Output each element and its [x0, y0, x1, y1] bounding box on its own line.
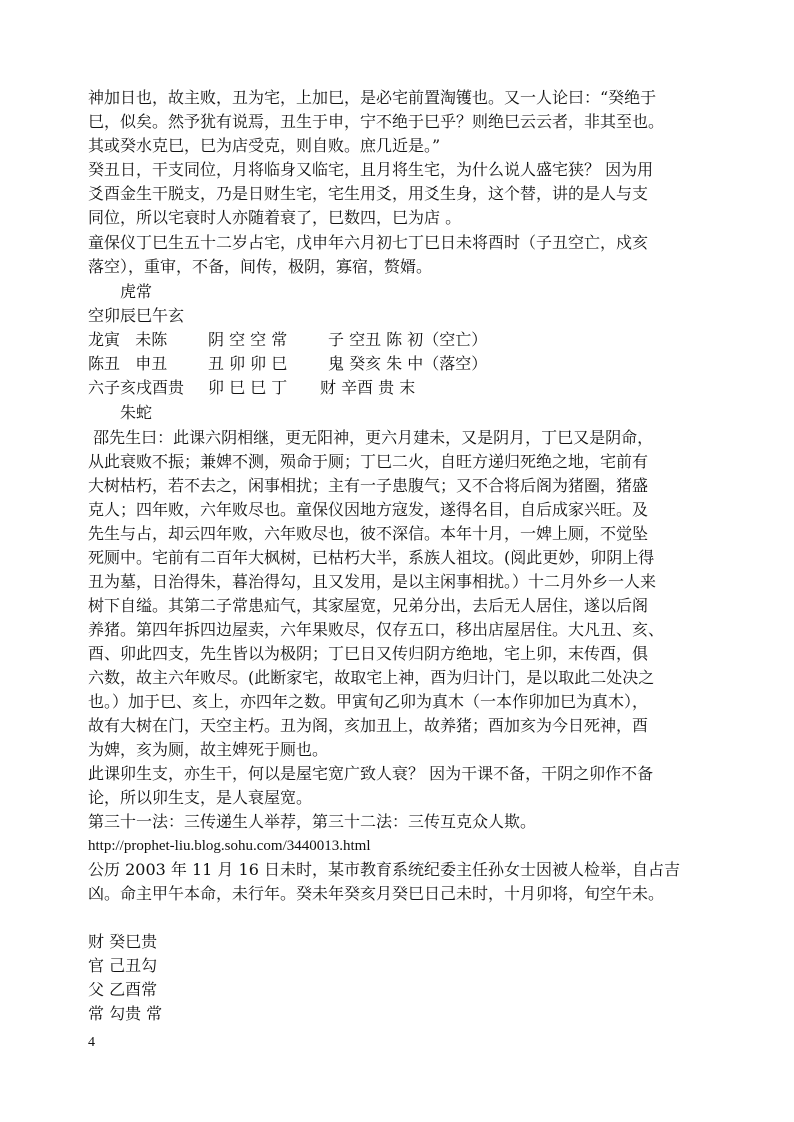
text-line: 为婢，亥为厕，故主婢死于厕也。	[88, 740, 329, 759]
chart-row-chuan: 子 空丑 陈 初（空亡）	[328, 330, 488, 349]
chart-row-chuan: 鬼 癸亥 朱 中（落空）	[328, 354, 488, 373]
text-line: 树下自缢。其第二子常患疝气，其家屋宽，兄弟分出，去后无人居住，遂以后阁	[88, 596, 649, 615]
text-line: 六数，故主六年败尽。(此断家宅，故取宅上神，酉为归计门，是以取此二处决之	[88, 668, 655, 687]
text-line: 其或癸水克巳，巳为店受克，则自败。庶几近是。”	[88, 136, 441, 155]
text-line: 也。）加于巳、亥上，亦四年之数。甲寅旬乙卯为真木（一本作卯加巳为真木），	[88, 692, 649, 711]
chart-row-ke: 阴 空 空 常	[208, 330, 288, 349]
chart-line: 财 癸巳贵	[88, 932, 158, 951]
chart-top-label: 虎常	[120, 282, 153, 301]
text-line: 酉、卯此四支，先生皆以为极阴；丁巳日又传归阴方绝地，宅上卯，末传酉，俱	[88, 644, 649, 663]
text-line: 巳，似矣。然予犹有说焉，丑生于申，宁不绝于巳乎？则绝巳云云者，非其至也。	[88, 112, 665, 131]
page-number: 4	[88, 1035, 95, 1050]
text-line: 故有大树在门，天空主朽。丑为阁，亥加丑上，故养猪；酉加亥为今日死神，酉	[88, 716, 649, 735]
text-line: 同位，所以宅衰时人亦随着衰了，巳数四，巳为店 。	[88, 208, 462, 227]
text-line: 凶。命主甲午本命，未行年。癸未年癸亥月癸巳日己未时，十月卯将，旬空午未。	[88, 884, 665, 903]
source-url: http://prophet-liu.blog.sohu.com/3440013.html	[88, 838, 371, 854]
text-line: 从此衰败不振；兼婢不测，殒命于厕；丁巳二火，自旺方递归死绝之地，宅前有	[88, 452, 649, 471]
chart-bottom-label: 朱蛇	[120, 403, 153, 422]
section-heading: 第三十一法：三传递生人举荐，第三十二法：三传互克众人欺。	[88, 812, 537, 831]
text-line: 死厕中。宅前有二百年大枫树，已枯朽大半，系族人祖坟。(阅此更妙，卯阴上得	[88, 548, 655, 567]
text-line: 公历 2003 年 11 月 16 日未时，某市教育系统纪委主任孙女士因被人检举，自占吉	[88, 860, 680, 879]
text-line: 落空），重审，不备，间传，极阴，寡宿，赘婿。	[88, 257, 433, 276]
text-line: 大树枯朽，若不去之，闲事相扰；主有一子患腹气；又不合将后阁为猪圈，猪盛	[88, 476, 649, 495]
text-line: 癸丑日，干支同位，月将临身又临宅，且月将生宅，为什么说人盛宅狭？ 因为用	[88, 160, 654, 179]
chart-row-chuan: 财 辛酉 贵 末	[320, 378, 416, 397]
text-line: 论，所以卯生支，是人衰屋宽。	[88, 788, 313, 807]
chart-row-left: 六子亥戌酉贵	[88, 378, 185, 397]
chart-row-left: 龙寅 未陈	[88, 330, 168, 349]
text-line: 邵先生曰：此课六阴相继，更无阳神，更六月建未，又是阴月，丁巳又是阴命，	[88, 428, 654, 447]
chart-tian-pan: 空卯辰巳午玄	[88, 306, 185, 325]
chart-line: 官 己丑勾	[88, 956, 158, 975]
chart-row-ke: 丑 卯 卯 巳	[208, 354, 288, 373]
text-line: 丑为墓，日治得朱，暮治得勾，且又发用，是以主闲事相扰。）十二月外乡一人来	[88, 572, 657, 591]
chart-line: 常 勾贵 常	[88, 1004, 163, 1023]
chart-row-ke: 卯 巳 巳 丁	[208, 378, 288, 397]
text-line: 先生与占，却云四年败，六年败尽也，彼不深信。本年十月，一婢上厕，不觉坠	[88, 524, 649, 543]
text-line: 克人；四年败，六年败尽也。童保仪因地方寇发，遂得名目，自后成家兴旺。及	[88, 500, 649, 519]
chart-row-left: 陈丑 申丑	[88, 354, 168, 373]
text-line: 神加日也，故主败，丑为宅，上加巳，是必宅前置淘镬也。又一人论曰：“癸绝于	[88, 88, 657, 107]
text-line: 此课卯生支，亦生干，何以是屋宅宽广致人衰？ 因为干课不备，干阴之卯作不备	[88, 764, 654, 783]
text-line: 爻酉金生干脱支，乃是日财生宅，宅生用爻，用爻生身，这个替，讲的是人与支	[88, 184, 649, 203]
chart-line: 父 乙酉常	[88, 980, 158, 999]
text-line: 养猪。第四年拆四边屋卖，六年果败尽，仅存五口，移出店屋居住。大凡丑、亥、	[88, 620, 665, 639]
text-line: 童保仪丁巳生五十二岁占宅，戊申年六月初七丁巳日未将酉时（子丑空亡，戍亥	[88, 233, 649, 252]
